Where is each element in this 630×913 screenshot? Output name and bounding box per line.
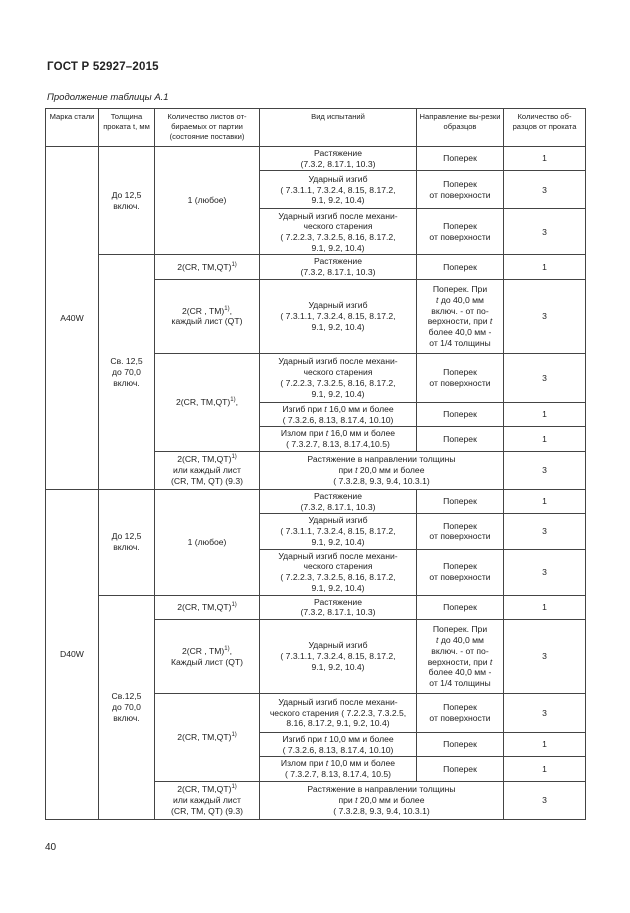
test-cell: Ударный изгиб ( 7.3.1.1, 7.3.2.4, 8.15, 8.17.2, 9.1, 9.2, 10.4) [260, 279, 417, 353]
footnote-ref: 1) [231, 454, 237, 461]
test-cell: Изгиб при t 10,0 мм и более ( 7.3.2.6, 8.13, 8.17.4, 10.10) [260, 733, 417, 757]
sheets-text: 2(CR , TM) [181, 645, 225, 656]
direction-cell: Поперек [417, 427, 504, 451]
sheets-tail: , [235, 397, 238, 408]
sheets-tail: или каждый лист (CR, TM, QT) (9.3) [171, 795, 243, 816]
footnote-ref: 1) [224, 645, 230, 652]
table-row [46, 147, 586, 171]
header-test: Вид испытаний [260, 109, 417, 147]
footnote-ref: 1) [230, 397, 236, 404]
test-cell: Ударный изгиб ( 7.3.1.1, 7.3.2.4, 8.15, 8.17.2, 9.1, 9.2, 10.4) [260, 514, 417, 549]
thickness-cell: Св.12,5 до 70,0 включ. [99, 595, 155, 819]
variable-t: t [325, 758, 329, 769]
table-body [46, 147, 586, 820]
sheets-tail: , каждый лист (QT) [171, 305, 243, 327]
direction-cell: Поперек [417, 147, 504, 171]
table-header-row [46, 109, 586, 147]
variable-t: t [436, 635, 439, 646]
sheets-text: 2(CR, TM,QT) [177, 732, 232, 743]
sheets-text: 2(CR, TM,QT) [177, 601, 232, 612]
table-row [46, 595, 586, 619]
samples-cell: 3 [504, 451, 586, 489]
direction-cell: Поперек [417, 255, 504, 279]
footnote-ref: 1) [231, 732, 237, 739]
footnote-ref: 1) [224, 305, 230, 312]
sheets-cell [155, 147, 260, 255]
variable-t: t [436, 294, 439, 305]
direction-cell: Поперек [417, 489, 504, 513]
table-caption: Продолжение таблицы А.1 [47, 92, 169, 103]
direction-cell: Поперек от поверхности [417, 171, 504, 209]
samples-cell: 3 [504, 694, 586, 733]
test-cell: Ударный изгиб после механи- ческого старения ( 7.2.2.3, 7.3.2.5, 8.16, 8.17.2, 9.1, 9.2, 10.4) [260, 353, 417, 402]
test-cell: Излом при t 10,0 мм и более ( 7.3.2.7, 8.13, 8.17.4, 10.5) [260, 757, 417, 781]
thickness-cell: До 12,5 включ. [99, 489, 155, 595]
sheets-cell [155, 279, 260, 353]
direction-cell: Поперек. При t до 40,0 мм включ. - от по- верхности, при t более 40,0 мм - от 1/4 толщины [417, 279, 504, 353]
sheets-text: 2(CR, TM,QT) [177, 261, 232, 272]
test-cell: Растяжение (7.3.2, 8.17.1, 10.3) [260, 255, 417, 279]
test-cell: Растяжение в направлении толщины при t 20,0 мм и более ( 7.3.2.8, 9.3, 9.4, 10.3.1) [260, 781, 504, 819]
table-row [46, 255, 586, 279]
grade-cell: A40W [46, 147, 99, 490]
direction-cell: Поперек [417, 595, 504, 619]
samples-cell: 1 [504, 595, 586, 619]
sheets-cell [155, 255, 260, 279]
sheets-text: 2(CR , TM) [181, 305, 225, 316]
variable-t: t [355, 465, 358, 475]
table-row [46, 489, 586, 513]
sheets-tail: , Каждый лист (QT) [170, 645, 243, 667]
test-cell: Ударный изгиб ( 7.3.1.1, 7.3.2.4, 8.15, 8.17.2, 9.1, 9.2, 10.4) [260, 620, 417, 694]
samples-cell: 1 [504, 427, 586, 451]
test-cell: Растяжение (7.3.2, 8.17.1, 10.3) [260, 147, 417, 171]
header-samples: Количество об-разцов от проката [504, 109, 586, 147]
direction-cell: Поперек [417, 733, 504, 757]
page-number: 40 [45, 842, 57, 853]
direction-cell: Поперек. При t до 40,0 мм включ. - от по- верхности, при t более 40,0 мм - от 1/4 толщины [417, 620, 504, 694]
document-code: ГОСТ Р 52927–2015 [47, 61, 159, 73]
variable-t: t [489, 316, 493, 327]
sheets-text: 2(CR, TM,QT) [176, 397, 231, 408]
samples-cell: 1 [504, 255, 586, 279]
direction-cell: Поперек [417, 757, 504, 781]
sheets-cell [155, 451, 260, 489]
sheets-text: 1 (любое) [187, 195, 227, 206]
sheets-cell [155, 595, 260, 619]
samples-cell: 3 [504, 514, 586, 549]
sheets-cell [155, 620, 260, 694]
sheets-cell [155, 694, 260, 782]
sheets-text: 2(CR, TM,QT) [177, 454, 232, 465]
sheets-cell [155, 781, 260, 819]
test-table [45, 108, 586, 820]
sheets-tail: или каждый лист (CR, TM, QT) (9.3) [171, 465, 243, 486]
samples-cell: 3 [504, 620, 586, 694]
samples-cell: 3 [504, 209, 586, 255]
sheets-text: 1 (любое) [187, 536, 227, 547]
sheets-text: 2(CR, TM,QT) [177, 784, 232, 795]
variable-t: t [324, 734, 327, 745]
test-cell: Ударный изгиб после механи- ческого старения ( 7.2.2.3, 7.3.2.5, 8.16, 8.17.2, 9.1, 9.2, 10.4) [260, 209, 417, 255]
samples-cell: 3 [504, 279, 586, 353]
direction-cell: Поперек от поверхности [417, 694, 504, 733]
test-cell: Изгиб при t 16,0 мм и более ( 7.3.2.6, 8.13, 8.17.4, 10.10) [260, 402, 417, 426]
variable-t: t [355, 795, 358, 806]
variable-t: t [489, 656, 493, 667]
samples-cell: 3 [504, 549, 586, 595]
grade-cell: D40W [46, 489, 99, 819]
samples-cell: 1 [504, 402, 586, 426]
sheets-cell [155, 489, 260, 595]
samples-cell: 1 [504, 147, 586, 171]
direction-cell: Поперек [417, 402, 504, 426]
footnote-ref: 1) [231, 602, 237, 609]
direction-cell: Поперек от поверхности [417, 353, 504, 402]
samples-cell: 3 [504, 171, 586, 209]
thickness-cell: До 12,5 включ. [99, 147, 155, 255]
header-thickness: Толщина проката t, мм [99, 109, 155, 147]
header-grade: Марка стали [46, 109, 99, 147]
test-cell: Ударный изгиб после механи- ческого старения ( 7.2.2.3, 7.3.2.5, 8.16, 8.17.2, 9.1, 9.2, 10.4) [260, 694, 417, 733]
direction-cell: Поперек от поверхности [417, 514, 504, 549]
test-cell: Ударный изгиб ( 7.3.1.1, 7.3.2.4, 8.15, 8.17.2, 9.1, 9.2, 10.4) [260, 171, 417, 209]
header-direction: Направление вы-резки образцов [417, 109, 504, 147]
test-cell: Растяжение (7.3.2, 8.17.1, 10.3) [260, 595, 417, 619]
sheets-cell [155, 353, 260, 451]
samples-cell: 3 [504, 781, 586, 819]
footnote-ref: 1) [231, 261, 237, 268]
direction-cell: Поперек от поверхности [417, 549, 504, 595]
samples-cell: 3 [504, 353, 586, 402]
samples-cell: 1 [504, 733, 586, 757]
samples-cell: 1 [504, 757, 586, 781]
test-cell: Растяжение в направлении толщины при t 20,0 мм и более ( 7.3.2.8, 9.3, 9.4, 10.3.1) [260, 451, 504, 489]
footnote-ref: 1) [231, 784, 237, 791]
test-cell: Ударный изгиб после механи- ческого старения ( 7.2.2.3, 7.3.2.5, 8.16, 8.17.2, 9.1, 9.2, 10.4) [260, 549, 417, 595]
header-sheets: Количество листов от-бираемых от партии (состояние поставки) [155, 109, 260, 147]
direction-cell: Поперек от поверхности [417, 209, 504, 255]
samples-cell: 1 [504, 489, 586, 513]
variable-t: t [324, 403, 327, 414]
test-cell: Излом при t 16,0 мм и более ( 7.3.2.7, 8.13, 8.17.4,10.5) [260, 427, 417, 451]
thickness-cell: Св. 12,5 до 70,0 включ. [99, 255, 155, 489]
test-cell: Растяжение (7.3.2, 8.17.1, 10.3) [260, 489, 417, 513]
variable-t: t [325, 428, 329, 439]
